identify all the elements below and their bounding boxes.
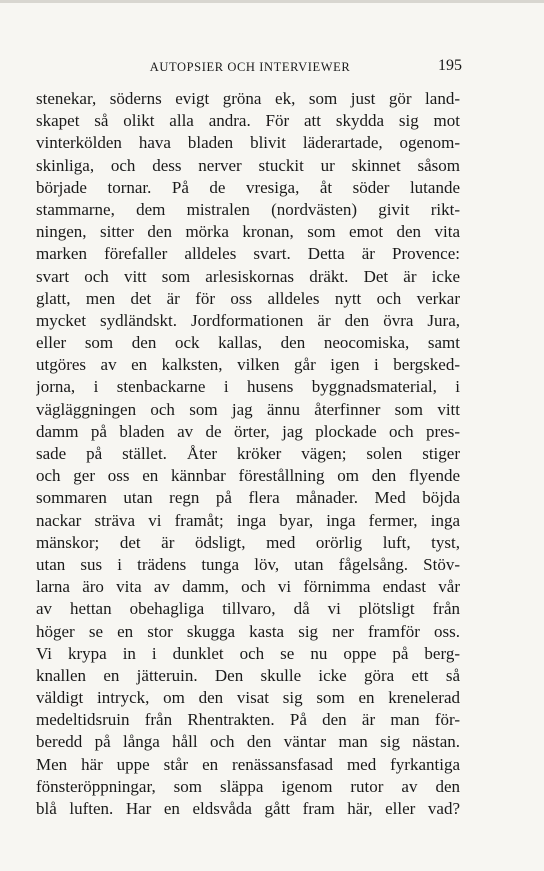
text-line: började tornar. På de vresiga, åt söder lutande xyxy=(36,177,460,197)
text-line: beredd på långa håll och den väntar man sig nästan. xyxy=(36,732,460,752)
text-line: vinterkölden hava bladen blivit läderartade, ogenom- xyxy=(36,133,460,153)
text-line: medeltidsruin från Rhentrakten. På den är man för- xyxy=(36,710,460,730)
text-line: eller som den ock kallas, den neocomiska, samt xyxy=(36,333,460,353)
text-line: jorna, i stenbackarne i husens byggnadsmaterial, i xyxy=(36,377,460,397)
text-line: knallen en jätteruin. Den skulle icke göra ett så xyxy=(36,665,460,685)
text-line: Men här uppe står en renässansfasad med fyrkantiga xyxy=(36,754,460,774)
text-line: svart och vitt som arlesiskornas dräkt. Det är icke xyxy=(36,266,460,286)
text-line: höger se en stor skugga kasta sig ner framför oss. xyxy=(36,621,460,641)
text-line: marken förefaller alldeles svart. Detta är Provence: xyxy=(36,244,460,264)
text-line: skapet så olikt alla andra. För att skydda sig mot xyxy=(36,111,460,131)
text-line: vägläggningen och som jag ännu återfinner som vitt xyxy=(36,399,460,419)
text-line: skinliga, och dess nerver stuckit ur skinnet såsom xyxy=(36,155,460,175)
body-text xyxy=(36,88,460,820)
text-line: fönsteröppningar, som släppa igenom rutor av den xyxy=(36,776,460,796)
text-line: glatt, men det är för oss alldeles nytt och verkar xyxy=(36,288,460,308)
text-line: damm på bladen av de örter, jag plockade och pres- xyxy=(36,421,460,441)
text-line: blå luften. Har en eldsvåda gått fram här, eller vad? xyxy=(36,799,460,818)
text-line: Vi krypa in i dunklet och se nu oppe på berg- xyxy=(36,643,460,663)
running-title: AUTOPSIER OCH INTERVIEWER xyxy=(149,60,351,74)
page-top-edge xyxy=(0,0,544,3)
text-line: stenekar, söderns evigt gröna ek, som just gör land- xyxy=(36,89,460,108)
text-line: av hettan obehagliga tillvaro, då vi plötsligt från xyxy=(36,599,460,619)
text-line: nackar sträva vi framåt; inga byar, inga fermer, inga xyxy=(36,510,460,530)
text-line: utan sus i trädens tunga löv, utan fågelsång. Stöv- xyxy=(36,554,460,574)
text-line: ningen, sitter den mörka kronan, som emot den vita xyxy=(36,222,460,242)
page-number: 195 xyxy=(438,57,462,74)
text-line: och ger oss en kännbar förestållning om den flyende xyxy=(36,466,460,486)
text-line: stammarne, dem mistralen (nordvästen) givit rikt- xyxy=(36,199,460,219)
text-line: sade på stället. Åter kröker vägen; solen stiger xyxy=(36,444,460,463)
text-line: sommaren utan regn på flera månader. Med böjda xyxy=(36,488,460,508)
text-line: mänskor; det är ödsligt, med orörlig luft, tyst, xyxy=(36,532,460,552)
text-line: larna äro vita av damm, och vi förnimma endast vår xyxy=(36,577,460,597)
text-line: mycket sydländskt. Jordformationen är den övra Jura, xyxy=(36,310,460,330)
text-line: väldigt intryck, om den visat sig som en krenelerad xyxy=(36,688,460,708)
text-line: utgöres av en kalksten, vilken går igen i bergsked- xyxy=(36,355,460,375)
